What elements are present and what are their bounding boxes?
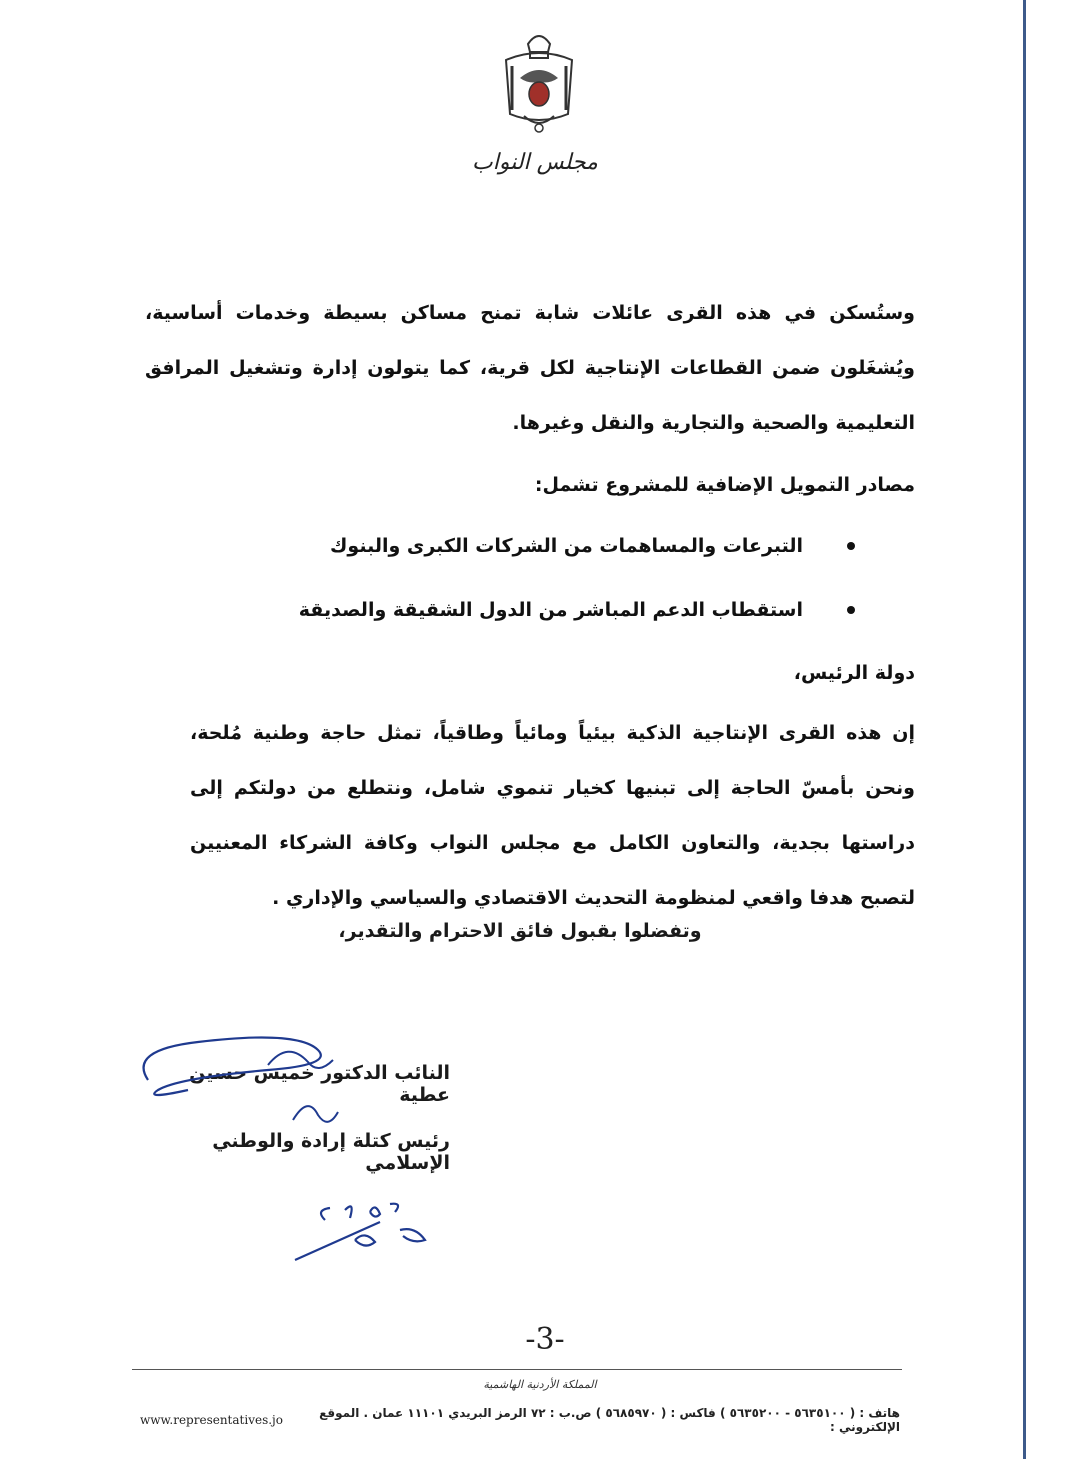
paragraph-request: إن هذه القرى الإنتاجية الذكية بيئياً ومائياً وطاقياً، تمثل حاجة وطنية مُلحة، ونحن بأمسّ الحاجة إلى تبنيها كخيار تنموي شامل، ونتطلع من دولتكم إلى دراستها بجدية، والتعاون الكامل مع مجلس النواب وكافة الشركاء المعنيين لتصبح هدفا واقعي لمنظومة التحديث الاقتصادي والسياسي والإداري .: [190, 722, 915, 909]
funding-list: [145, 514, 855, 642]
handwritten-date-icon: [285, 1190, 445, 1270]
list-item-text: استقطاب الدعم المباشر من الدول الشقيقة والصديقة: [298, 599, 803, 621]
footer-divider: [132, 1369, 902, 1370]
bullet-icon: [847, 542, 855, 550]
signatory-title: رئيس كتلة إرادة والوطني الإسلامي: [212, 1130, 450, 1174]
council-name: مجلس النواب: [472, 150, 598, 175]
signatory-name: النائب الدكتور خميس حسين عطية: [189, 1062, 450, 1106]
footer-contact: [140, 1406, 900, 1434]
website-link[interactable]: www.representatives.jo: [140, 1413, 283, 1427]
funding-heading: مصادر التمويل الإضافية للمشروع تشمل:: [534, 474, 915, 496]
handwritten-signature-icon: [118, 1020, 458, 1140]
contact-details: هاتف : ( ٥٦٣٥١٠٠ - ٥٦٣٥٢٠٠ ) فاكس : ( ٥٦٨٥٩٧٠ ) ص.ب : ٧٢ الرمز البريدي ١١١٠١ عمان . الموقع الإلكتروني :: [319, 1406, 900, 1434]
royal-crest-icon: [498, 26, 580, 138]
paragraph-housing: وستُسكن في هذه القرى عائلات شابة تمنح مساكن بسيطة وخدمات أساسية، ويُشغَلون ضمن القطاعات الإنتاجية لكل قرية، كما يتولون إدارة وتشغيل المرافق التعليمية والصحية والتجارية والنقل وغيرها.: [145, 302, 915, 434]
bullet-icon: [847, 606, 855, 614]
list-item: [145, 578, 855, 642]
signature-date: [0, 0, 1, 1]
list-item-text: التبرعات والمساهمات من الشركات الكبرى والبنوك: [330, 535, 803, 557]
page-number: -3-: [525, 1322, 565, 1357]
footer-kingdom: المملكة الأردنية الهاشمية: [483, 1378, 597, 1391]
scan-edge-line: [1023, 0, 1026, 1459]
list-item: [145, 514, 855, 578]
greeting: دولة الرئيس،: [793, 662, 915, 684]
closing-line: وتفضلوا بقبول فائق الاحترام والتقدير،: [338, 920, 702, 942]
